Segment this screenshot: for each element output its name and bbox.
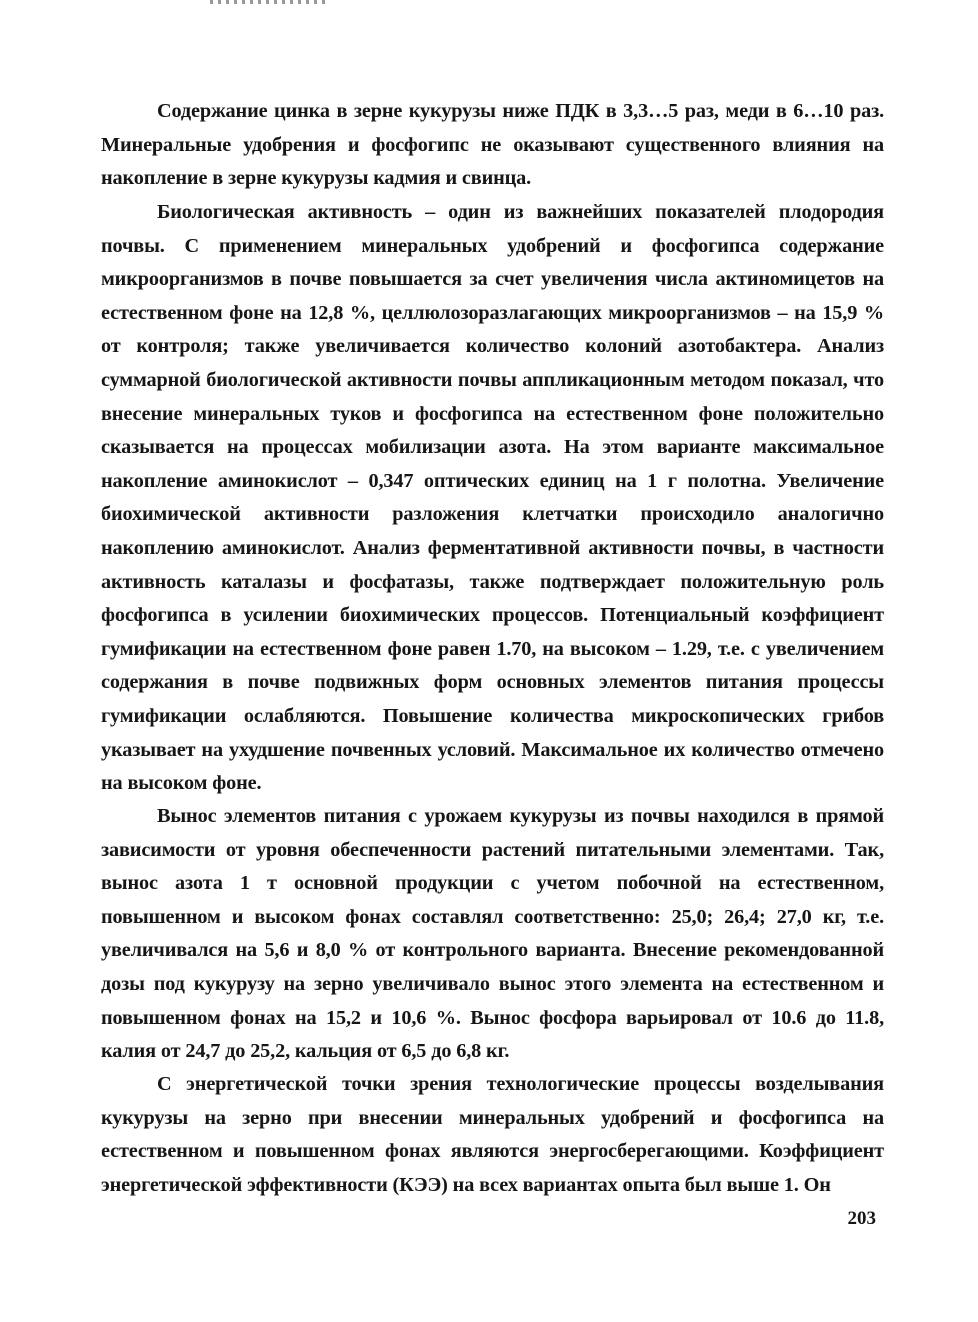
paragraph-energy-efficiency: С энергетической точки зрения технологические процессы возделывания кукурузы на зерно при внесении минеральных удобрений и фосфогипса на естественном и повышенном фонах являются энергосберегающими. Коэффициент энергетической эффективности (КЭЭ) на всех вариантах опыта был выше 1. Он bbox=[101, 1073, 884, 1196]
paragraph-nutrient-removal: Вынос элементов питания с урожаем кукурузы из почвы находился в прямой зависимости от уровня обеспеченности растений питательными элементами. Так, вынос азота 1 т основной продукции с учетом побочной на естественном, повышенном и высоком фонах составлял соответственно: 25,0; 26,4; 27,0 кг, т.е. увеличивался на 5,6 и 8,0 % от контрольного варианта. Внесение рекомендованной дозы под кукурузу на зерно увеличивало вынос этого элемента на естественном и повышенном фонах на 15,2 и 10,6 %. Вынос фосфора варьировал от 10.6 до 11.8, калия от 24,7 до 25,2, кальция от 6,5 до 6,8 кг. bbox=[101, 805, 884, 1063]
page-number: 203 bbox=[847, 1208, 876, 1229]
paragraph-biological-activity: Биологическая активность – один из важнейших показателей плодородия почвы. С применением минеральных удобрений и фосфогипса содержание микроорганизмов в почве повышается за счет увеличения числа актиномицетов на естественном фоне на 12,8 %, целлюлозоразлагающих микроорганизмов – на 15,9 % от контроля; также увеличивается количество колоний азотобактера. Анализ суммарной биологической активности почвы аппликационным методом показал, что внесение минеральных туков и фосфогипса на естественном фоне положительно сказывается на процессах мобилизации азота. На этом варианте максимальное накопление аминокислот – 0,347 оптических единиц на 1 г полотна. Увеличение биохимической активности разложения клетчатки происходило аналогично накоплению аминокислот. Анализ ферментативной активности почвы, в частности активность каталазы и фосфатазы, также подтверждает положительную роль фосфогипса в усилении биохимических процессов. Потенциальный коэффициент гумификации на естественном фоне равен 1.70, на высоком – 1.29, т.е. с увеличением содержания в почве подвижных форм основных элементов питания процессы гумификации ослабляются. Повышение количества микроскопических грибов указывает на ухудшение почвенных условий. Максимальное их количество отмечено на высоком фоне. bbox=[101, 201, 884, 795]
scan-artifact bbox=[210, 0, 330, 4]
paragraph-zinc-copper: Содержание цинка в зерне кукурузы ниже ПДК в 3,3…5 раз, меди в 6…10 раз. Минеральные удобрения и фосфогипс не оказывают существенного влияния на накопление в зерне кукурузы кадмия и свинца. bbox=[101, 100, 884, 190]
